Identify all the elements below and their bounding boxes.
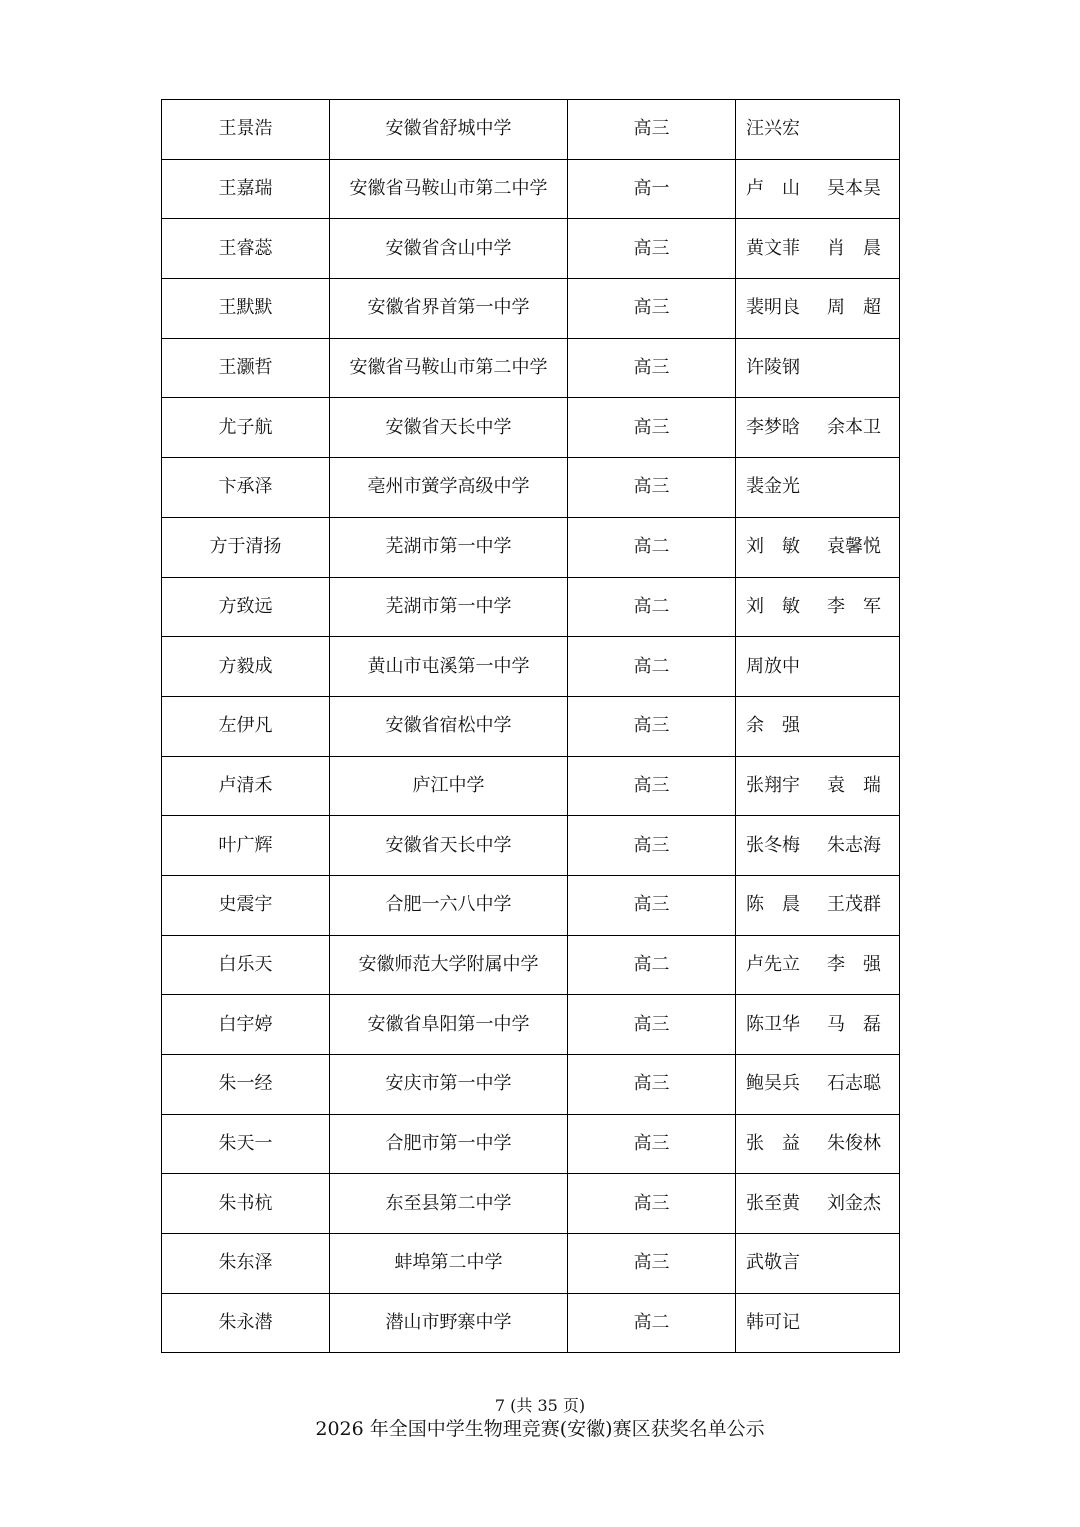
teacher-primary: 张 益 — [746, 1133, 800, 1155]
teacher-cell — [736, 696, 900, 756]
awards-table-body — [162, 100, 900, 1353]
table-row — [162, 1174, 900, 1234]
table-row — [162, 1055, 900, 1115]
teacher-cell — [736, 458, 900, 518]
teacher-secondary: 周 超 — [827, 297, 881, 319]
table-row — [162, 1234, 900, 1294]
table-row — [162, 100, 900, 160]
student-name-cell: 王景浩 — [162, 100, 330, 160]
school-cell: 亳州市黉学高级中学 — [330, 458, 568, 518]
student-name-cell: 方毅成 — [162, 637, 330, 697]
teacher-secondary: 李 军 — [827, 595, 881, 617]
grade-cell: 高三 — [568, 696, 736, 756]
school-cell: 潜山市野寨中学 — [330, 1293, 568, 1353]
grade-cell: 高三 — [568, 756, 736, 816]
school-cell: 黄山市屯溪第一中学 — [330, 637, 568, 697]
table-row — [162, 1293, 900, 1353]
teacher-primary: 张冬梅 — [746, 834, 800, 856]
student-name-cell: 王灏哲 — [162, 338, 330, 398]
table-row — [162, 159, 900, 219]
teacher-primary: 裴明良 — [746, 297, 800, 319]
table-row — [162, 816, 900, 876]
school-cell: 安徽省天长中学 — [330, 816, 568, 876]
student-name-cell: 方致远 — [162, 577, 330, 637]
teacher-secondary: 袁 瑞 — [827, 774, 881, 796]
teacher-cell — [736, 279, 900, 339]
teacher-secondary: 石志聪 — [827, 1073, 881, 1095]
grade-cell: 高一 — [568, 159, 736, 219]
school-cell: 安徽师范大学附属中学 — [330, 935, 568, 995]
school-cell: 芜湖市第一中学 — [330, 517, 568, 577]
table-row — [162, 875, 900, 935]
teacher-secondary: 朱俊林 — [827, 1133, 881, 1155]
page-number: 7 (共 35 页) — [494, 1396, 586, 1415]
table-row — [162, 577, 900, 637]
student-name-cell: 朱一经 — [162, 1055, 330, 1115]
teacher-cell — [736, 159, 900, 219]
teacher-secondary: 余本卫 — [827, 416, 881, 438]
school-cell: 安徽省含山中学 — [330, 219, 568, 279]
table-row — [162, 279, 900, 339]
grade-cell: 高三 — [568, 100, 736, 160]
teacher-primary: 周放中 — [746, 655, 800, 677]
grade-cell: 高二 — [568, 1293, 736, 1353]
document-title: 2026 年全国中学生物理竞赛(安徽)赛区获奖名单公示 — [315, 1418, 765, 1440]
student-name-cell: 朱永潜 — [162, 1293, 330, 1353]
grade-cell: 高三 — [568, 816, 736, 876]
student-name-cell: 左伊凡 — [162, 696, 330, 756]
grade-cell: 高三 — [568, 995, 736, 1055]
teacher-primary: 武敬言 — [746, 1252, 800, 1274]
student-name-cell: 王默默 — [162, 279, 330, 339]
student-name-cell: 王嘉瑞 — [162, 159, 330, 219]
teacher-cell — [736, 816, 900, 876]
school-cell: 安徽省舒城中学 — [330, 100, 568, 160]
teacher-primary: 韩可记 — [746, 1312, 800, 1334]
school-cell: 庐江中学 — [330, 756, 568, 816]
teacher-cell — [736, 398, 900, 458]
teacher-cell — [736, 1234, 900, 1294]
awards-table — [161, 99, 900, 1353]
teacher-secondary: 李 强 — [827, 953, 881, 975]
teacher-primary: 余 强 — [746, 715, 800, 737]
table-row — [162, 637, 900, 697]
grade-cell: 高三 — [568, 1174, 736, 1234]
teacher-cell — [736, 1114, 900, 1174]
teacher-primary: 张至黄 — [746, 1192, 800, 1214]
teacher-cell — [736, 100, 900, 160]
teacher-cell — [736, 577, 900, 637]
school-cell: 蚌埠第二中学 — [330, 1234, 568, 1294]
table-row — [162, 219, 900, 279]
grade-cell: 高三 — [568, 875, 736, 935]
teacher-primary: 黄文菲 — [746, 237, 800, 259]
grade-cell: 高二 — [568, 935, 736, 995]
teacher-cell — [736, 995, 900, 1055]
teacher-secondary: 王茂群 — [827, 894, 881, 916]
table-row — [162, 458, 900, 518]
teacher-primary: 鲍吴兵 — [746, 1073, 800, 1095]
school-cell: 芜湖市第一中学 — [330, 577, 568, 637]
teacher-primary: 裴金光 — [746, 476, 800, 498]
table-row — [162, 517, 900, 577]
grade-cell: 高三 — [568, 1114, 736, 1174]
teacher-primary: 刘 敏 — [746, 595, 800, 617]
teacher-primary: 卢 山 — [746, 178, 800, 200]
grade-cell: 高三 — [568, 279, 736, 339]
teacher-primary: 李梦晗 — [746, 416, 800, 438]
student-name-cell: 王睿蕊 — [162, 219, 330, 279]
teacher-secondary: 肖 晨 — [827, 237, 881, 259]
teacher-primary: 许陵钢 — [746, 357, 800, 379]
grade-cell: 高二 — [568, 637, 736, 697]
teacher-primary: 陈卫华 — [746, 1013, 800, 1035]
teacher-secondary: 刘金杰 — [827, 1192, 881, 1214]
teacher-cell — [736, 1055, 900, 1115]
grade-cell: 高三 — [568, 1055, 736, 1115]
table-row — [162, 338, 900, 398]
grade-cell: 高二 — [568, 577, 736, 637]
student-name-cell: 朱天一 — [162, 1114, 330, 1174]
grade-cell: 高三 — [568, 219, 736, 279]
student-name-cell: 尤子航 — [162, 398, 330, 458]
school-cell: 合肥一六八中学 — [330, 875, 568, 935]
teacher-cell — [736, 756, 900, 816]
teacher-primary: 卢先立 — [746, 953, 800, 975]
grade-cell: 高三 — [568, 458, 736, 518]
student-name-cell: 叶广辉 — [162, 816, 330, 876]
teacher-secondary: 袁馨悦 — [827, 536, 881, 558]
teacher-cell — [736, 875, 900, 935]
grade-cell: 高二 — [568, 517, 736, 577]
school-cell: 安徽省阜阳第一中学 — [330, 995, 568, 1055]
student-name-cell: 卞承泽 — [162, 458, 330, 518]
table-row — [162, 696, 900, 756]
teacher-cell — [736, 1174, 900, 1234]
table-row — [162, 1114, 900, 1174]
teacher-primary: 汪兴宏 — [746, 118, 800, 140]
table-row — [162, 995, 900, 1055]
teacher-primary: 陈 晨 — [746, 894, 800, 916]
school-cell: 安徽省马鞍山市第二中学 — [330, 338, 568, 398]
table-row — [162, 398, 900, 458]
student-name-cell: 卢清禾 — [162, 756, 330, 816]
grade-cell: 高三 — [568, 398, 736, 458]
grade-cell: 高三 — [568, 338, 736, 398]
teacher-secondary: 马 磊 — [827, 1013, 881, 1035]
school-cell: 安徽省天长中学 — [330, 398, 568, 458]
teacher-cell — [736, 935, 900, 995]
student-name-cell: 朱书杭 — [162, 1174, 330, 1234]
school-cell: 安徽省宿松中学 — [330, 696, 568, 756]
school-cell: 东至县第二中学 — [330, 1174, 568, 1234]
student-name-cell: 白宇婷 — [162, 995, 330, 1055]
teacher-primary: 刘 敏 — [746, 536, 800, 558]
school-cell: 安庆市第一中学 — [330, 1055, 568, 1115]
teacher-cell — [736, 637, 900, 697]
table-row — [162, 756, 900, 816]
teacher-primary: 张翔宇 — [746, 774, 800, 796]
school-cell: 安徽省界首第一中学 — [330, 279, 568, 339]
teacher-secondary: 朱志海 — [827, 834, 881, 856]
student-name-cell: 方于清扬 — [162, 517, 330, 577]
student-name-cell: 朱东泽 — [162, 1234, 330, 1294]
student-name-cell: 白乐天 — [162, 935, 330, 995]
teacher-secondary: 吴本昊 — [827, 178, 881, 200]
school-cell: 安徽省马鞍山市第二中学 — [330, 159, 568, 219]
school-cell: 合肥市第一中学 — [330, 1114, 568, 1174]
teacher-cell — [736, 219, 900, 279]
student-name-cell: 史震宇 — [162, 875, 330, 935]
grade-cell: 高三 — [568, 1234, 736, 1294]
table-row — [162, 935, 900, 995]
teacher-cell — [736, 517, 900, 577]
teacher-cell — [736, 338, 900, 398]
teacher-cell — [736, 1293, 900, 1353]
